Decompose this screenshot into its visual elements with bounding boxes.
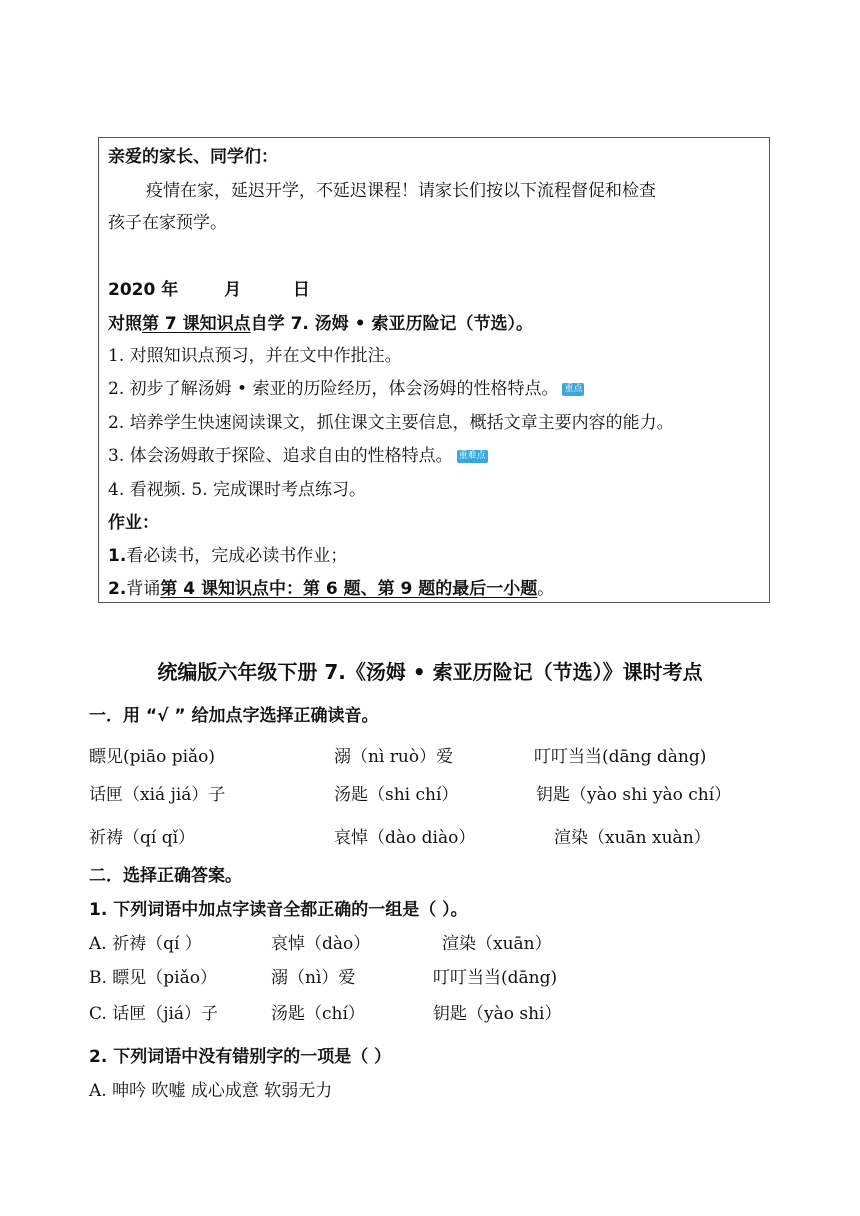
date-year: 2020 年: [108, 280, 179, 300]
step-4: [108, 445, 488, 467]
notice-paragraph-line1: 疫情在家，延迟开学，不延迟课程！请家长们按以下流程督促和检查: [146, 181, 656, 201]
greeting: 亲爱的家长、同学们：: [108, 147, 278, 167]
question-2: 2. 下列词语中没有错别字的一项是（ ）: [89, 1047, 392, 1067]
q1-option-c-word3: 钥匙（yào shi）: [433, 1004, 562, 1024]
pinyin-item: 汤匙（shi chí）: [334, 785, 459, 805]
step-5: 4. 看视频. 5. 完成课时考点练习。: [108, 480, 367, 500]
section1-heading: 一．用 “√ ” 给加点字选择正确读音。: [89, 706, 379, 726]
q1-option-b-word1[interactable]: B. 瞟见（piǎo）: [89, 968, 217, 988]
notice-paragraph-line2: 孩子在家预学。: [108, 213, 227, 233]
pinyin-item: 哀悼（dào diào）: [334, 828, 476, 848]
step-3: 2. 培养学生快速阅读课文，抓住课文主要信息，概括文章主要内容的能力。: [108, 413, 674, 433]
lesson-title: 统编版六年级下册 7.《汤姆 • 索亚历险记（节选）》课时考点: [157, 660, 703, 684]
q1-option-a-word3: 渲染（xuān）: [442, 934, 552, 954]
date-month: 月: [224, 280, 242, 300]
pinyin-item: 祈祷（qí qǐ）: [89, 828, 196, 848]
question-1: 1. 下列词语中加点字读音全都正确的一组是（ ）。: [89, 900, 468, 920]
q2-option-a[interactable]: A. 呻吟 吹嘘 成心成意 软弱无力: [89, 1081, 333, 1101]
notice-box: [98, 137, 770, 603]
q1-option-a-word1[interactable]: A. 祈祷（qí ）: [89, 934, 202, 954]
date-line: [108, 279, 310, 301]
date-day: 日: [292, 280, 310, 300]
study-suffix: 自学 7. 汤姆 • 索亚历险记（节选）。: [250, 314, 533, 334]
q1-option-c-word2: 汤匙（chí）: [271, 1004, 365, 1024]
q1-option-a-word2: 哀悼（dào）: [271, 934, 371, 954]
homework-1-number: 1.: [108, 546, 127, 566]
pinyin-item: 叮叮当当(dāng dàng): [534, 747, 707, 767]
study-prefix: 对照: [108, 314, 142, 334]
pinyin-item: 溺（nì ruò）爱: [334, 747, 454, 767]
homework-2-prefix: 背诵: [126, 579, 161, 599]
step-1: 1. 对照知识点预习，并在文中作批注。: [108, 346, 402, 366]
study-instruction: [108, 313, 533, 335]
homework-item-2: [108, 578, 554, 600]
step-2: [108, 378, 584, 400]
homework-label: 作业：: [108, 513, 159, 533]
homework-2-end: 。: [537, 579, 555, 599]
homework-2-link[interactable]: 第 4 课知识点中：第 6 题、第 9 题的最后一小题: [160, 579, 538, 599]
homework-1-text: 看必读书，完成必读书作业；: [126, 546, 348, 566]
q1-option-b-word2: 溺（nì）爱: [271, 968, 356, 988]
pinyin-item: 话匣（xiá jiá）子: [89, 785, 226, 805]
homework-item-1: [108, 545, 347, 567]
pinyin-item: 瞟见(piāo piǎo): [89, 747, 216, 767]
q1-option-c-word1[interactable]: C. 话匣（jiá）子: [89, 1004, 219, 1024]
pinyin-item: 钥匙（yào shi yào chí）: [536, 785, 732, 805]
homework-2-number: 2.: [108, 579, 127, 599]
difficult-point-tag: 重难点: [458, 451, 486, 461]
study-knowledge-link[interactable]: 第 7 课知识点: [142, 314, 251, 334]
key-point-tag: 重点: [564, 384, 583, 394]
pinyin-item: 渲染（xuān xuàn）: [554, 828, 711, 848]
step-2-text: 2. 初步了解汤姆 • 索亚的历险经历，体会汤姆的性格特点。: [108, 379, 559, 399]
step-4-text: 3. 体会汤姆敢于探险、追求自由的性格特点。: [108, 446, 453, 466]
section2-heading: 二．选择正确答案。: [89, 866, 242, 886]
q1-option-b-word3: 叮叮当当(dāng): [433, 968, 558, 988]
